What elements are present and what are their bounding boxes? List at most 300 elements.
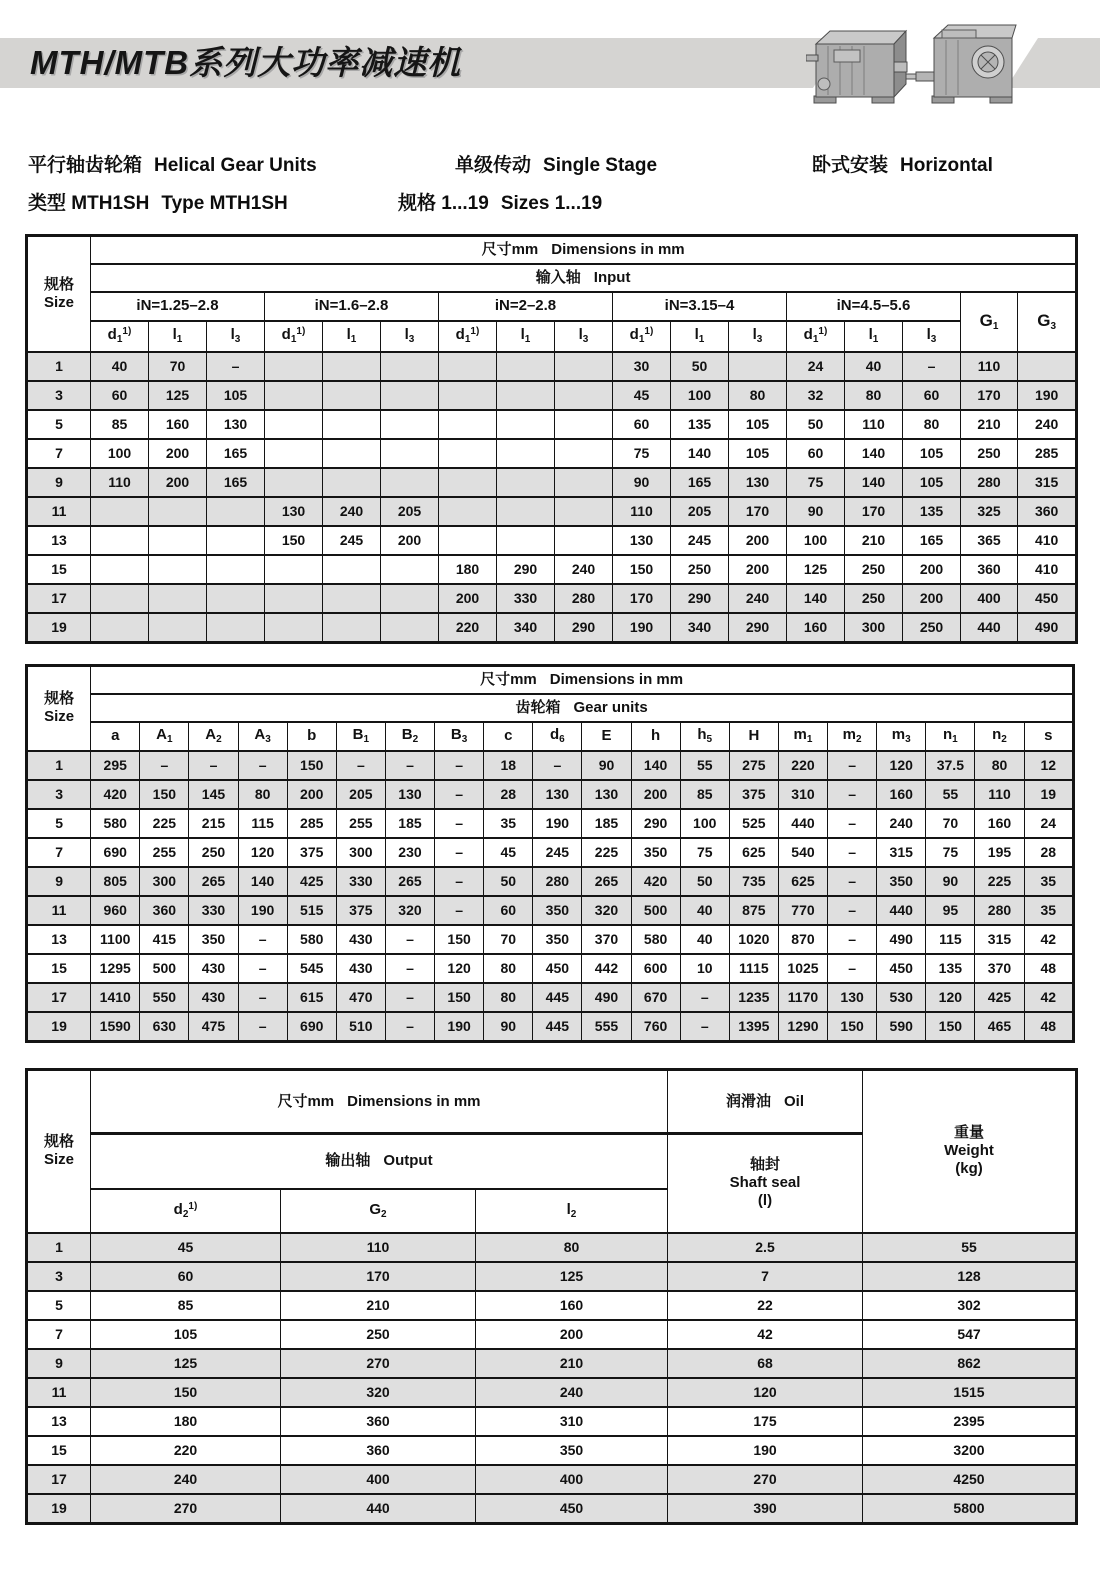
value-cell: 105 — [729, 439, 787, 468]
value-cell: 135 — [926, 954, 975, 983]
weight-column-header — [863, 1070, 1077, 1233]
seal-zh: 轴封 — [749, 1156, 780, 1174]
value-cell: 85 — [91, 1291, 281, 1320]
value-cell: 75 — [787, 468, 845, 497]
value-cell: 280 — [961, 468, 1018, 497]
value-cell: 125 — [91, 1349, 281, 1378]
value-cell: 125 — [149, 381, 207, 410]
value-cell — [439, 526, 497, 555]
value-cell: 1020 — [729, 925, 778, 954]
value-cell: 320 — [385, 896, 434, 925]
value-cell: 150 — [613, 555, 671, 584]
value-cell: 240 — [555, 555, 613, 584]
value-cell: 140 — [631, 751, 680, 780]
value-cell — [265, 352, 323, 381]
value-cell: 410 — [1018, 526, 1077, 555]
dims-zh: 尺寸mm — [481, 240, 539, 258]
value-cell: 140 — [238, 867, 287, 896]
value-cell: 150 — [91, 1378, 281, 1407]
value-cell: – — [385, 983, 434, 1012]
value-cell: 130 — [385, 780, 434, 809]
size-cell: 19 — [27, 1494, 91, 1524]
value-cell: 80 — [238, 780, 287, 809]
value-cell: – — [828, 809, 877, 838]
col-header-l3: $l_3$ — [555, 321, 613, 352]
value-cell: 375 — [287, 838, 336, 867]
value-cell: 4250 — [863, 1465, 1077, 1494]
value-cell: 24 — [1024, 809, 1073, 838]
value-cell: 450 — [877, 954, 926, 983]
value-cell: 630 — [140, 1012, 189, 1042]
gear-units-section-header — [91, 694, 1074, 722]
value-cell: 615 — [287, 983, 336, 1012]
value-cell: 135 — [903, 497, 961, 526]
dims-zh: 尺寸mm — [277, 1092, 335, 1110]
value-cell: 220 — [439, 613, 497, 643]
col-header-m3: $m_3$ — [877, 722, 926, 751]
value-cell: 285 — [287, 809, 336, 838]
value-cell: – — [435, 751, 484, 780]
value-cell: 735 — [729, 867, 778, 896]
value-cell: 205 — [336, 780, 385, 809]
value-cell — [91, 526, 149, 555]
value-cell: 420 — [91, 780, 140, 809]
dimensions-header — [91, 666, 1074, 694]
value-cell: 440 — [961, 613, 1018, 643]
size-cell: 17 — [27, 1465, 91, 1494]
table-row-size-13 — [27, 925, 1074, 954]
gearbox-illustration-left — [806, 14, 908, 110]
col-header-l3: $l_3$ — [903, 321, 961, 352]
value-cell — [381, 410, 439, 439]
value-cell — [207, 584, 265, 613]
value-cell: 90 — [582, 751, 631, 780]
size-header-en: Size — [43, 293, 74, 311]
size-cell: 15 — [27, 555, 91, 584]
value-cell — [323, 352, 381, 381]
value-cell: 200 — [903, 555, 961, 584]
value-cell — [265, 584, 323, 613]
value-cell: 300 — [336, 838, 385, 867]
value-cell — [497, 497, 555, 526]
value-cell: 170 — [729, 497, 787, 526]
table-row-size-1 — [27, 1233, 1077, 1262]
value-cell — [439, 439, 497, 468]
value-cell — [439, 381, 497, 410]
value-cell — [265, 381, 323, 410]
value-cell — [555, 497, 613, 526]
size-cell: 11 — [27, 497, 91, 526]
size-cell: 5 — [27, 410, 91, 439]
value-cell: – — [385, 751, 434, 780]
value-cell: 210 — [281, 1291, 476, 1320]
size-column-header — [27, 666, 91, 751]
value-cell: 190 — [238, 896, 287, 925]
gearbox-illustration-right — [906, 10, 1018, 110]
size-cell: 7 — [27, 1320, 91, 1349]
value-cell: 210 — [961, 410, 1018, 439]
value-cell: 3200 — [863, 1436, 1077, 1465]
size-cell: 17 — [27, 584, 91, 613]
table-row-size-15 — [27, 555, 1077, 584]
subtitle-en: Horizontal — [900, 155, 993, 176]
value-cell: 550 — [140, 983, 189, 1012]
value-cell: 960 — [91, 896, 140, 925]
value-cell: 100 — [91, 439, 149, 468]
value-cell: 442 — [582, 954, 631, 983]
value-cell — [729, 352, 787, 381]
col-header-l2: $l_2$ — [476, 1189, 668, 1233]
value-cell: 500 — [631, 896, 680, 925]
size-column-header — [27, 1070, 91, 1233]
value-cell: 60 — [903, 381, 961, 410]
value-cell: 120 — [668, 1378, 863, 1407]
value-cell: 75 — [926, 838, 975, 867]
size-cell: 3 — [27, 1262, 91, 1291]
size-cell: 5 — [27, 809, 91, 838]
value-cell: 55 — [926, 780, 975, 809]
value-cell: 200 — [476, 1320, 668, 1349]
value-cell: 100 — [671, 381, 729, 410]
value-cell: – — [828, 751, 877, 780]
value-cell: 370 — [975, 954, 1024, 983]
value-cell: 80 — [729, 381, 787, 410]
value-cell: 115 — [926, 925, 975, 954]
value-cell: 375 — [729, 780, 778, 809]
dims-zh: 尺寸mm — [480, 670, 537, 688]
size-header-en: Size — [43, 1151, 74, 1169]
value-cell: 470 — [336, 983, 385, 1012]
value-cell — [439, 352, 497, 381]
value-cell — [91, 584, 149, 613]
value-cell: 410 — [1018, 555, 1077, 584]
value-cell: 430 — [189, 954, 238, 983]
section-en: Input — [593, 268, 631, 286]
dimensions-header — [91, 236, 1077, 264]
subtitle-en: Helical Gear Units — [154, 155, 317, 176]
value-cell: 350 — [189, 925, 238, 954]
value-cell: 170 — [845, 497, 903, 526]
value-cell — [555, 468, 613, 497]
value-cell: 7 — [668, 1262, 863, 1291]
value-cell: 18 — [484, 751, 533, 780]
value-cell: 215 — [189, 809, 238, 838]
g3-column-header: $G_3$ — [1018, 292, 1077, 352]
size-cell: 13 — [27, 1407, 91, 1436]
value-cell: 1290 — [778, 1012, 827, 1042]
value-cell — [91, 555, 149, 584]
table-row-size-3 — [27, 381, 1077, 410]
col-header-g2: $G_2$ — [281, 1189, 476, 1233]
subtitle-horizontal — [812, 150, 993, 177]
value-cell: – — [385, 1012, 434, 1042]
table-row-size-5 — [27, 1291, 1077, 1320]
value-cell: 210 — [845, 526, 903, 555]
col-header-h: h — [631, 722, 680, 751]
value-cell: 105 — [903, 468, 961, 497]
size-cell: 17 — [27, 983, 91, 1012]
value-cell — [497, 352, 555, 381]
value-cell: 200 — [287, 780, 336, 809]
subtitle-en: Single Stage — [543, 155, 658, 176]
value-cell: 190 — [533, 809, 582, 838]
value-cell: 48 — [1024, 1012, 1073, 1042]
value-cell: 125 — [476, 1262, 668, 1291]
value-cell: 175 — [668, 1407, 863, 1436]
value-cell: 625 — [729, 838, 778, 867]
table-row-size-19 — [27, 1494, 1077, 1524]
value-cell: 225 — [140, 809, 189, 838]
ratio-group-header: iN=3.15–4 — [613, 292, 787, 321]
value-cell: 100 — [787, 526, 845, 555]
value-cell: 150 — [287, 751, 336, 780]
value-cell: 1100 — [91, 925, 140, 954]
value-cell: 1115 — [729, 954, 778, 983]
col-header-H: H — [729, 722, 778, 751]
value-cell: 40 — [680, 896, 729, 925]
value-cell — [323, 555, 381, 584]
value-cell — [323, 381, 381, 410]
value-cell: 110 — [91, 468, 149, 497]
value-cell: 445 — [533, 1012, 582, 1042]
subtitle-zh: 规格 1...19 — [398, 193, 489, 214]
value-cell: 160 — [975, 809, 1024, 838]
value-cell: 255 — [336, 809, 385, 838]
value-cell: 250 — [281, 1320, 476, 1349]
value-cell: 265 — [385, 867, 434, 896]
value-cell — [207, 555, 265, 584]
value-cell — [497, 526, 555, 555]
size-header-zh: 规格 — [43, 275, 74, 293]
value-cell — [381, 555, 439, 584]
value-cell: – — [435, 780, 484, 809]
value-cell: 70 — [484, 925, 533, 954]
col-header-A2: $A_2$ — [189, 722, 238, 751]
value-cell: 500 — [140, 954, 189, 983]
input-shaft-table — [25, 234, 1078, 644]
value-cell: 290 — [631, 809, 680, 838]
value-cell: – — [336, 751, 385, 780]
value-cell: 150 — [828, 1012, 877, 1042]
value-cell — [381, 439, 439, 468]
table-row-size-9 — [27, 1349, 1077, 1378]
value-cell: 760 — [631, 1012, 680, 1042]
value-cell: 320 — [281, 1378, 476, 1407]
col-header-d1: $d_1^{1)}$ — [91, 321, 149, 352]
value-cell: 22 — [668, 1291, 863, 1320]
value-cell: 80 — [484, 954, 533, 983]
col-header-n2: $n_2$ — [975, 722, 1024, 751]
value-cell: 540 — [778, 838, 827, 867]
col-header-l3: $l_3$ — [729, 321, 787, 352]
table-row-size-19 — [27, 1012, 1074, 1042]
col-header-l3: $l_3$ — [381, 321, 439, 352]
value-cell: 200 — [903, 584, 961, 613]
value-cell: 200 — [149, 439, 207, 468]
value-cell: 160 — [149, 410, 207, 439]
value-cell: – — [385, 954, 434, 983]
subtitle-zh: 单级传动 — [455, 155, 532, 176]
value-cell: 60 — [787, 439, 845, 468]
value-cell: 670 — [631, 983, 680, 1012]
ratio-group-header: iN=2–2.8 — [439, 292, 613, 321]
value-cell: 185 — [582, 809, 631, 838]
value-cell: 170 — [281, 1262, 476, 1291]
value-cell: 805 — [91, 867, 140, 896]
value-cell: 1590 — [91, 1012, 140, 1042]
value-cell: 30 — [613, 352, 671, 381]
value-cell: 205 — [381, 497, 439, 526]
value-cell: 110 — [975, 780, 1024, 809]
size-cell: 9 — [27, 1349, 91, 1378]
value-cell: 90 — [787, 497, 845, 526]
value-cell: 250 — [671, 555, 729, 584]
value-cell: 80 — [903, 410, 961, 439]
size-cell: 7 — [27, 838, 91, 867]
size-cell: 19 — [27, 1012, 91, 1042]
value-cell: 225 — [582, 838, 631, 867]
value-cell: 390 — [668, 1494, 863, 1524]
shaft-seal-column-header — [668, 1134, 863, 1233]
value-cell: 330 — [336, 867, 385, 896]
ratio-group-header: iN=1.6–2.8 — [265, 292, 439, 321]
value-cell: 130 — [582, 780, 631, 809]
size-cell: 19 — [27, 613, 91, 643]
value-cell: 365 — [961, 526, 1018, 555]
value-cell — [91, 497, 149, 526]
value-cell: – — [435, 896, 484, 925]
value-cell: 37.5 — [926, 751, 975, 780]
col-header-h5: $h_5$ — [680, 722, 729, 751]
value-cell: – — [435, 809, 484, 838]
table-row-size-3 — [27, 780, 1074, 809]
value-cell — [91, 613, 149, 643]
value-cell: 525 — [729, 809, 778, 838]
value-cell: 330 — [189, 896, 238, 925]
value-cell: 490 — [877, 925, 926, 954]
value-cell: 70 — [926, 809, 975, 838]
table-row-size-17 — [27, 1465, 1077, 1494]
value-cell: 42 — [1024, 925, 1073, 954]
value-cell: 580 — [631, 925, 680, 954]
value-cell: 205 — [671, 497, 729, 526]
value-cell: 200 — [631, 780, 680, 809]
value-cell: 150 — [926, 1012, 975, 1042]
value-cell: 220 — [91, 1436, 281, 1465]
value-cell: 110 — [961, 352, 1018, 381]
value-cell: 10 — [680, 954, 729, 983]
value-cell — [381, 352, 439, 381]
value-cell: 370 — [582, 925, 631, 954]
value-cell: 135 — [671, 410, 729, 439]
value-cell: 290 — [497, 555, 555, 584]
value-cell: 55 — [863, 1233, 1077, 1262]
value-cell: 165 — [207, 468, 265, 497]
col-header-b: b — [287, 722, 336, 751]
value-cell — [149, 613, 207, 643]
value-cell: 42 — [668, 1320, 863, 1349]
value-cell — [323, 613, 381, 643]
value-cell: 245 — [671, 526, 729, 555]
value-cell: 250 — [961, 439, 1018, 468]
size-column-header — [27, 236, 91, 352]
size-header-zh: 规格 — [43, 1133, 74, 1151]
value-cell: 140 — [787, 584, 845, 613]
value-cell: 1170 — [778, 983, 827, 1012]
dims-en: Dimensions in mm — [549, 670, 684, 688]
output-shaft-table — [25, 1068, 1078, 1525]
dimensions-header — [91, 1070, 668, 1134]
value-cell: 285 — [1018, 439, 1077, 468]
value-cell: 360 — [281, 1436, 476, 1465]
value-cell: 690 — [91, 838, 140, 867]
oil-en: Oil — [784, 1092, 805, 1110]
value-cell: 100 — [680, 809, 729, 838]
value-cell: 510 — [336, 1012, 385, 1042]
value-cell: 265 — [582, 867, 631, 896]
value-cell: 85 — [680, 780, 729, 809]
size-cell: 3 — [27, 780, 91, 809]
value-cell: 255 — [140, 838, 189, 867]
table-row-size-17 — [27, 584, 1077, 613]
value-cell: 105 — [91, 1320, 281, 1349]
value-cell: – — [903, 352, 961, 381]
col-header-n1: $n_1$ — [926, 722, 975, 751]
value-cell: – — [189, 751, 238, 780]
table-row-size-7 — [27, 1320, 1077, 1349]
value-cell: 165 — [671, 468, 729, 497]
subtitle-single-stage — [455, 150, 657, 177]
subtitle-zh: 平行轴齿轮箱 — [28, 155, 143, 176]
value-cell: 690 — [287, 1012, 336, 1042]
value-cell: 300 — [140, 867, 189, 896]
value-cell: 360 — [281, 1407, 476, 1436]
value-cell: 60 — [484, 896, 533, 925]
size-cell: 13 — [27, 925, 91, 954]
col-header-l1: $l_1$ — [323, 321, 381, 352]
value-cell: 85 — [91, 410, 149, 439]
value-cell: 375 — [336, 896, 385, 925]
value-cell — [207, 613, 265, 643]
value-cell: 80 — [845, 381, 903, 410]
value-cell — [207, 526, 265, 555]
value-cell: 55 — [680, 751, 729, 780]
value-cell: 325 — [961, 497, 1018, 526]
value-cell: 105 — [903, 439, 961, 468]
table-row-size-15 — [27, 954, 1074, 983]
value-cell: 250 — [845, 584, 903, 613]
value-cell: 350 — [533, 925, 582, 954]
table-row-size-17 — [27, 983, 1074, 1012]
subtitle-en: Sizes 1...19 — [500, 193, 603, 214]
value-cell: 870 — [778, 925, 827, 954]
value-cell: 875 — [729, 896, 778, 925]
value-cell: 280 — [533, 867, 582, 896]
ratio-group-header: iN=4.5–5.6 — [787, 292, 961, 321]
value-cell: 200 — [729, 555, 787, 584]
value-cell: 45 — [484, 838, 533, 867]
value-cell: 300 — [845, 613, 903, 643]
table-row-size-15 — [27, 1436, 1077, 1465]
value-cell: 165 — [903, 526, 961, 555]
value-cell: 160 — [787, 613, 845, 643]
col-header-B2: $B_2$ — [385, 722, 434, 751]
table-row-size-7 — [27, 439, 1077, 468]
value-cell: 450 — [1018, 584, 1077, 613]
value-cell: 220 — [778, 751, 827, 780]
value-cell: 50 — [680, 867, 729, 896]
value-cell: 180 — [91, 1407, 281, 1436]
